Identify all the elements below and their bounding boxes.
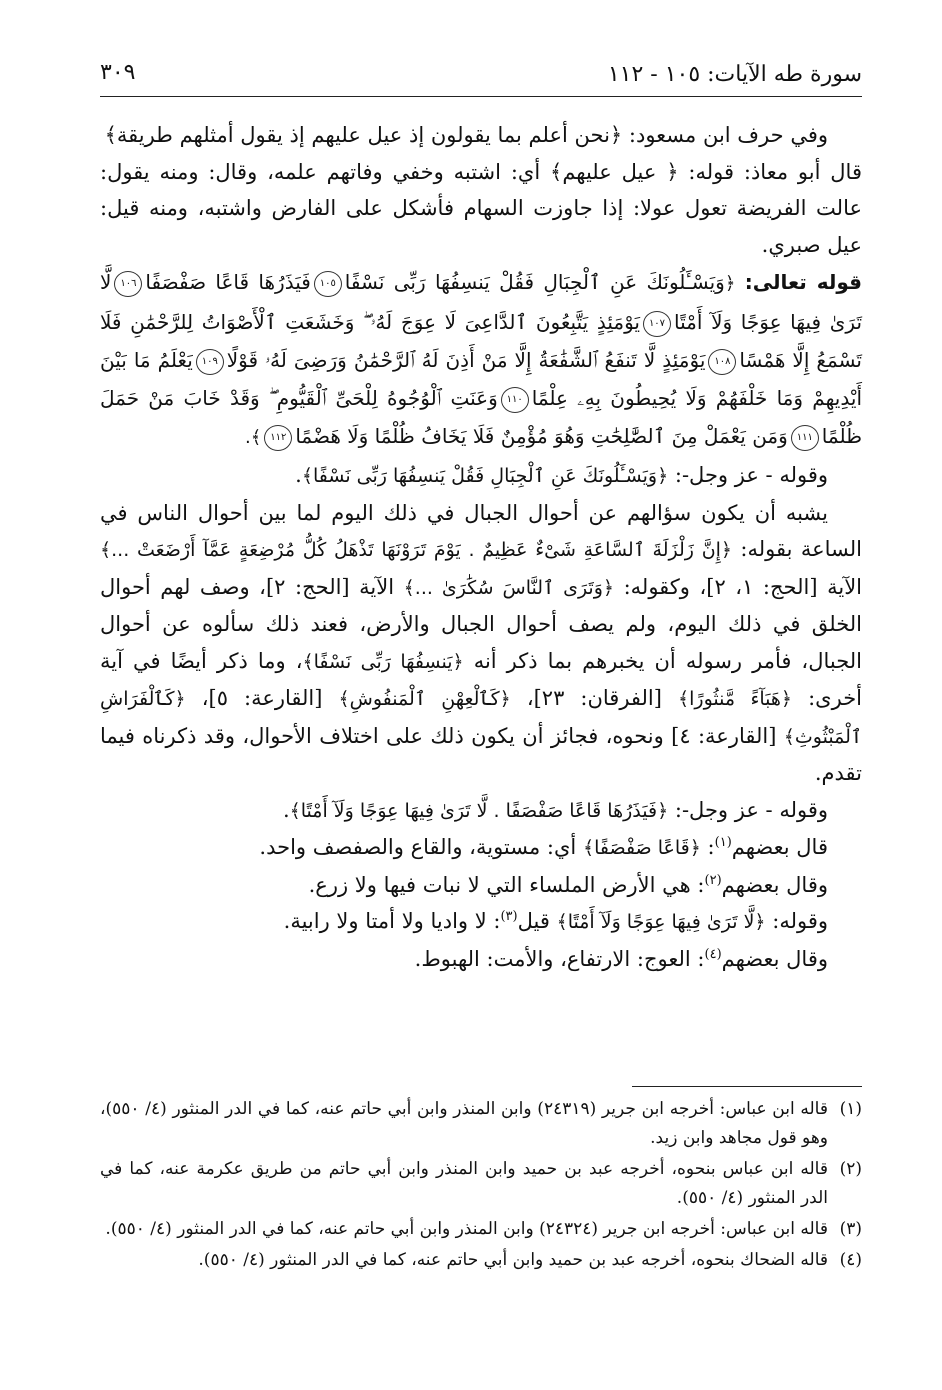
ayah-marker-106: ١٠٦ — [114, 271, 142, 297]
p5-pre: وقوله - عز وجل-: — [668, 797, 828, 822]
footnote-3 — [100, 1215, 862, 1244]
footnote-text: قاله ابن عباس بنحوه، أخرجه عبد بن حميد وابن المنذر وابن أبي حاتم من طريق عكرمة عنه، كما في الدر المنثور (٤/ ٥٥٠). — [100, 1159, 828, 1208]
running-header — [100, 56, 862, 97]
verses-lead: قوله تعالى: — [744, 270, 862, 294]
verse-105: وَيَسْـَٔلُونَكَ عَنِ ٱلْجِبَالِ فَقُلْ يَنسِفُهَا رَبِّى نَسْفًا — [344, 270, 725, 294]
verse-107: لَّا تَرَىٰ فِيهَا عِوَجًا وَلَآ أَمْتًا — [100, 270, 863, 334]
footnote-2 — [100, 1155, 862, 1213]
footnote-1 — [100, 1095, 862, 1153]
footnote-ref-1[interactable]: (١) — [714, 835, 732, 850]
p6-pre: قال بعضهم — [731, 835, 828, 859]
p8-mid: قيل — [517, 909, 557, 933]
quran-quote: ﴿قَاعًا صَفْصَفًا﴾ — [582, 837, 701, 859]
ayah-marker-107: ١٠٧ — [643, 311, 671, 337]
p9-post: : العوج: الارتفاع، والأمت: الهبوط. — [414, 946, 705, 971]
verse-112: وَمَن يَعْمَلْ مِنَ ٱلصَّٰلِحَٰتِ وَهُوَ مُؤْمِنٌ فَلَا يَخَافُ ظُلْمًا وَلَا هَضْمًا — [295, 424, 788, 448]
verse-109: يَوْمَئِذٍ لَّا تَنفَعُ ٱلشَّفَٰعَةُ إِلَّا مَنْ أَذِنَ لَهُ ٱلرَّحْمَٰنُ وَرَضِىَ لَهُۥ قَوْلًا — [226, 348, 706, 372]
footnote-ref-4[interactable]: (٤) — [704, 946, 722, 962]
p6-mid: : — [700, 835, 715, 859]
quran-quote: ﴿كَٱلْفَرَاشِ ٱلْمَبْثُوثِ﴾ — [100, 688, 862, 748]
paragraph-ibn-masud: وفي حرف ابن مسعود: ﴿نحن أعلم بما يقولون إذ عيل عليهم إذ يقول أمثلهم طريقة﴾ — [104, 123, 828, 147]
p4-text-5: [الفرقان: ٢٣]، — [510, 686, 678, 710]
paragraph-qa-safsaf — [100, 829, 862, 867]
footnote-text: قاله ابن عباس: أخرجه ابن جرير (٢٤٣١٩) وابن المنذر وابن أبي حاتم عنه، كما في الدر المنثور (٤/ ٥٥٠)، وهو قول مجاهد وابن زيد. — [100, 1099, 828, 1148]
footnote-divider — [632, 1086, 862, 1087]
footnote-number: (٤) — [839, 1250, 862, 1270]
p7-post: : هي الأرض الملساء التي لا نبات فيها ولا زرع. — [308, 872, 705, 897]
p4-text-1: يشبه أن يكون سؤالهم عن أحوال الجبال في ذلك اليوم لما بين أحوال الناس في الساعة بقوله: — [100, 500, 862, 561]
verses-block — [100, 263, 862, 457]
ayah-marker-110: ١١٠ — [501, 387, 529, 413]
p6-post: أي: مستوية، والقاع والصفصف واحد. — [259, 835, 583, 859]
ayah-marker-105: ١٠٥ — [314, 271, 342, 297]
ayah-marker-108: ١٠٨ — [708, 349, 736, 375]
paragraph-mountains — [100, 495, 862, 792]
paragraph-verse-105 — [100, 457, 862, 495]
footnote-number: (١) — [839, 1099, 862, 1119]
verse-close-bracket: ﴾. — [245, 427, 262, 448]
p4-text-3: الآية [الحج: ٢]، وصف لهم أحوال الخلق في ذلك اليوم، ولم يصف أحوال الجبال والأرض، فعند ذلك سألوه عن أحوال الجبال، فأمر رسوله أن يخبرهم بما ذكر أنه — [100, 574, 862, 673]
quran-quote: ﴿هَبَآءً مَّنثُورًا﴾ — [678, 688, 793, 710]
quran-quote: ﴿لَّا تَرَىٰ فِيهَا عِوَجًا وَلَآ أَمْتًا﴾ — [556, 911, 766, 933]
p4-text-4: ، وما ذكر أيضًا في آية أخرى: — [100, 648, 863, 710]
book-page — [100, 56, 862, 1356]
quran-quote: ﴿وَيَسْـَٔلُونَكَ عَنِ ٱلْجِبَالِ فَقُلْ يَنسِفُهَا رَبِّى نَسْفًا﴾ — [301, 465, 669, 487]
footnote-4 — [100, 1246, 862, 1275]
quran-quote: ﴿إِنَّ زَلْزَلَةَ ٱلسَّاعَةِ شَىْءٌ عَظِيمٌ . يَوْمَ تَرَوْنَهَا تَذْهَلُ كُلُّ مُرْضِعَةٍ عَمَّآ أَرْضَعَتْ ...﴾ — [100, 539, 733, 561]
paragraph-verse-106-107 — [100, 792, 862, 830]
paragraph-iwaj-amt — [100, 941, 862, 978]
ayah-marker-112: ١١٢ — [264, 425, 292, 451]
footnote-number: (٢) — [839, 1159, 862, 1179]
footnote-text: قاله الضحاك بنحوه، أخرجه عبد بن حميد وابن أبي حاتم عنه، كما في الدر المنثور (٤/ ٥٥٠). — [198, 1250, 828, 1270]
footnote-ref-3[interactable]: (٣) — [500, 909, 518, 924]
paragraph-no-valley — [100, 903, 862, 941]
paragraph-smooth-earth — [100, 867, 862, 904]
p4-text-7: [القارعة: ٤] ونحوه، فجائز أن يكون ذلك على اختلاف الأحوال، وقد ذكرناه فيما تقدم. — [100, 723, 862, 785]
paragraph-abu-muadh: قال أبو معاذ: قوله: ﴿ عيل عليهم﴾ أي: اشتبه وخفي وفاتهم علمه، وقال: ومنه يقول: عالت الفريضة تعول عولا: إذا جاوزت السهام فأشكل على الفارض واشتبه، ومنه قيل: عيل صبري. — [100, 159, 862, 257]
quran-quote: ﴿كَٱلْعِهْنِ ٱلْمَنفُوشِ﴾ — [338, 688, 511, 710]
p8-post: : لا واديا ولا أمتا ولا رابية. — [283, 909, 501, 933]
footnote-ref-2[interactable]: (٢) — [704, 872, 722, 888]
verse-111: وَعَنَتِ ٱلْوُجُوهُ لِلْحَىِّ ٱلْقَيُّومِ ۖ وَقَدْ خَابَ مَنْ حَمَلَ ظُلْمًا — [100, 386, 862, 448]
verse-open-bracket: ﴿ — [724, 273, 736, 294]
p3-pre: وقوله - عز وجل-: — [668, 463, 828, 487]
quran-quote: ﴿وَتَرَى ٱلنَّاسَ سُكَٰرَىٰ ...﴾ — [403, 576, 615, 599]
surah-title: سورة طه الآيات: ١٠٥ - ١١٢ — [607, 62, 862, 87]
p8-pre: وقوله: — [765, 909, 828, 933]
p3-post: . — [295, 463, 302, 487]
p9-pre: وقال بعضهم — [721, 946, 828, 971]
quran-quote: ﴿يَنسِفُهَا رَبِّى نَسْفًا﴾ — [302, 650, 464, 673]
footnote-text: قاله ابن عباس: أخرجه ابن جرير (٢٤٣٢٤) وابن المنذر وابن أبي حاتم عنه، كما في الدر المنثور (٤/ ٥٥٠). — [105, 1219, 828, 1239]
quran-quote: ﴿فَيَذَرُهَا قَاعًا صَفْصَفًا . لَّا تَرَىٰ فِيهَا عِوَجًا وَلَآ أَمْتًا﴾ — [289, 799, 669, 822]
ayah-marker-111: ١١١ — [791, 425, 819, 451]
footnote-number: (٣) — [839, 1219, 862, 1239]
p4-text-6: [القارعة: ٥]، — [185, 686, 339, 710]
p4-text-2: الآية [الحج: ١، ٢]، وكقوله: — [614, 574, 863, 599]
p5-post: . — [282, 797, 290, 822]
main-text — [100, 117, 862, 977]
p7-pre: وقال بعضهم — [721, 872, 828, 897]
verse-106: فَيَذَرُهَا قَاعًا صَفْصَفًا — [145, 270, 311, 294]
ayah-marker-109: ١٠٩ — [196, 349, 224, 375]
footnotes-section — [100, 1086, 862, 1275]
page-number: ٣٠٩ — [100, 60, 136, 85]
verse-110: يَعْلَمُ مَا بَيْنَ أَيْدِيهِمْ وَمَا خَلْفَهُمْ وَلَا يُحِيطُونَ بِهِۦ عِلْمًا — [100, 348, 862, 410]
verse-108: يَوْمَئِذٍ يَتَّبِعُونَ ٱلدَّاعِىَ لَا عِوَجَ لَهُۥ ۖ وَخَشَعَتِ ٱلْأَصْوَاتُ لِلرَّحْمَٰنِ فَلَا تَسْمَعُ إِلَّا هَمْسًا — [100, 310, 862, 372]
